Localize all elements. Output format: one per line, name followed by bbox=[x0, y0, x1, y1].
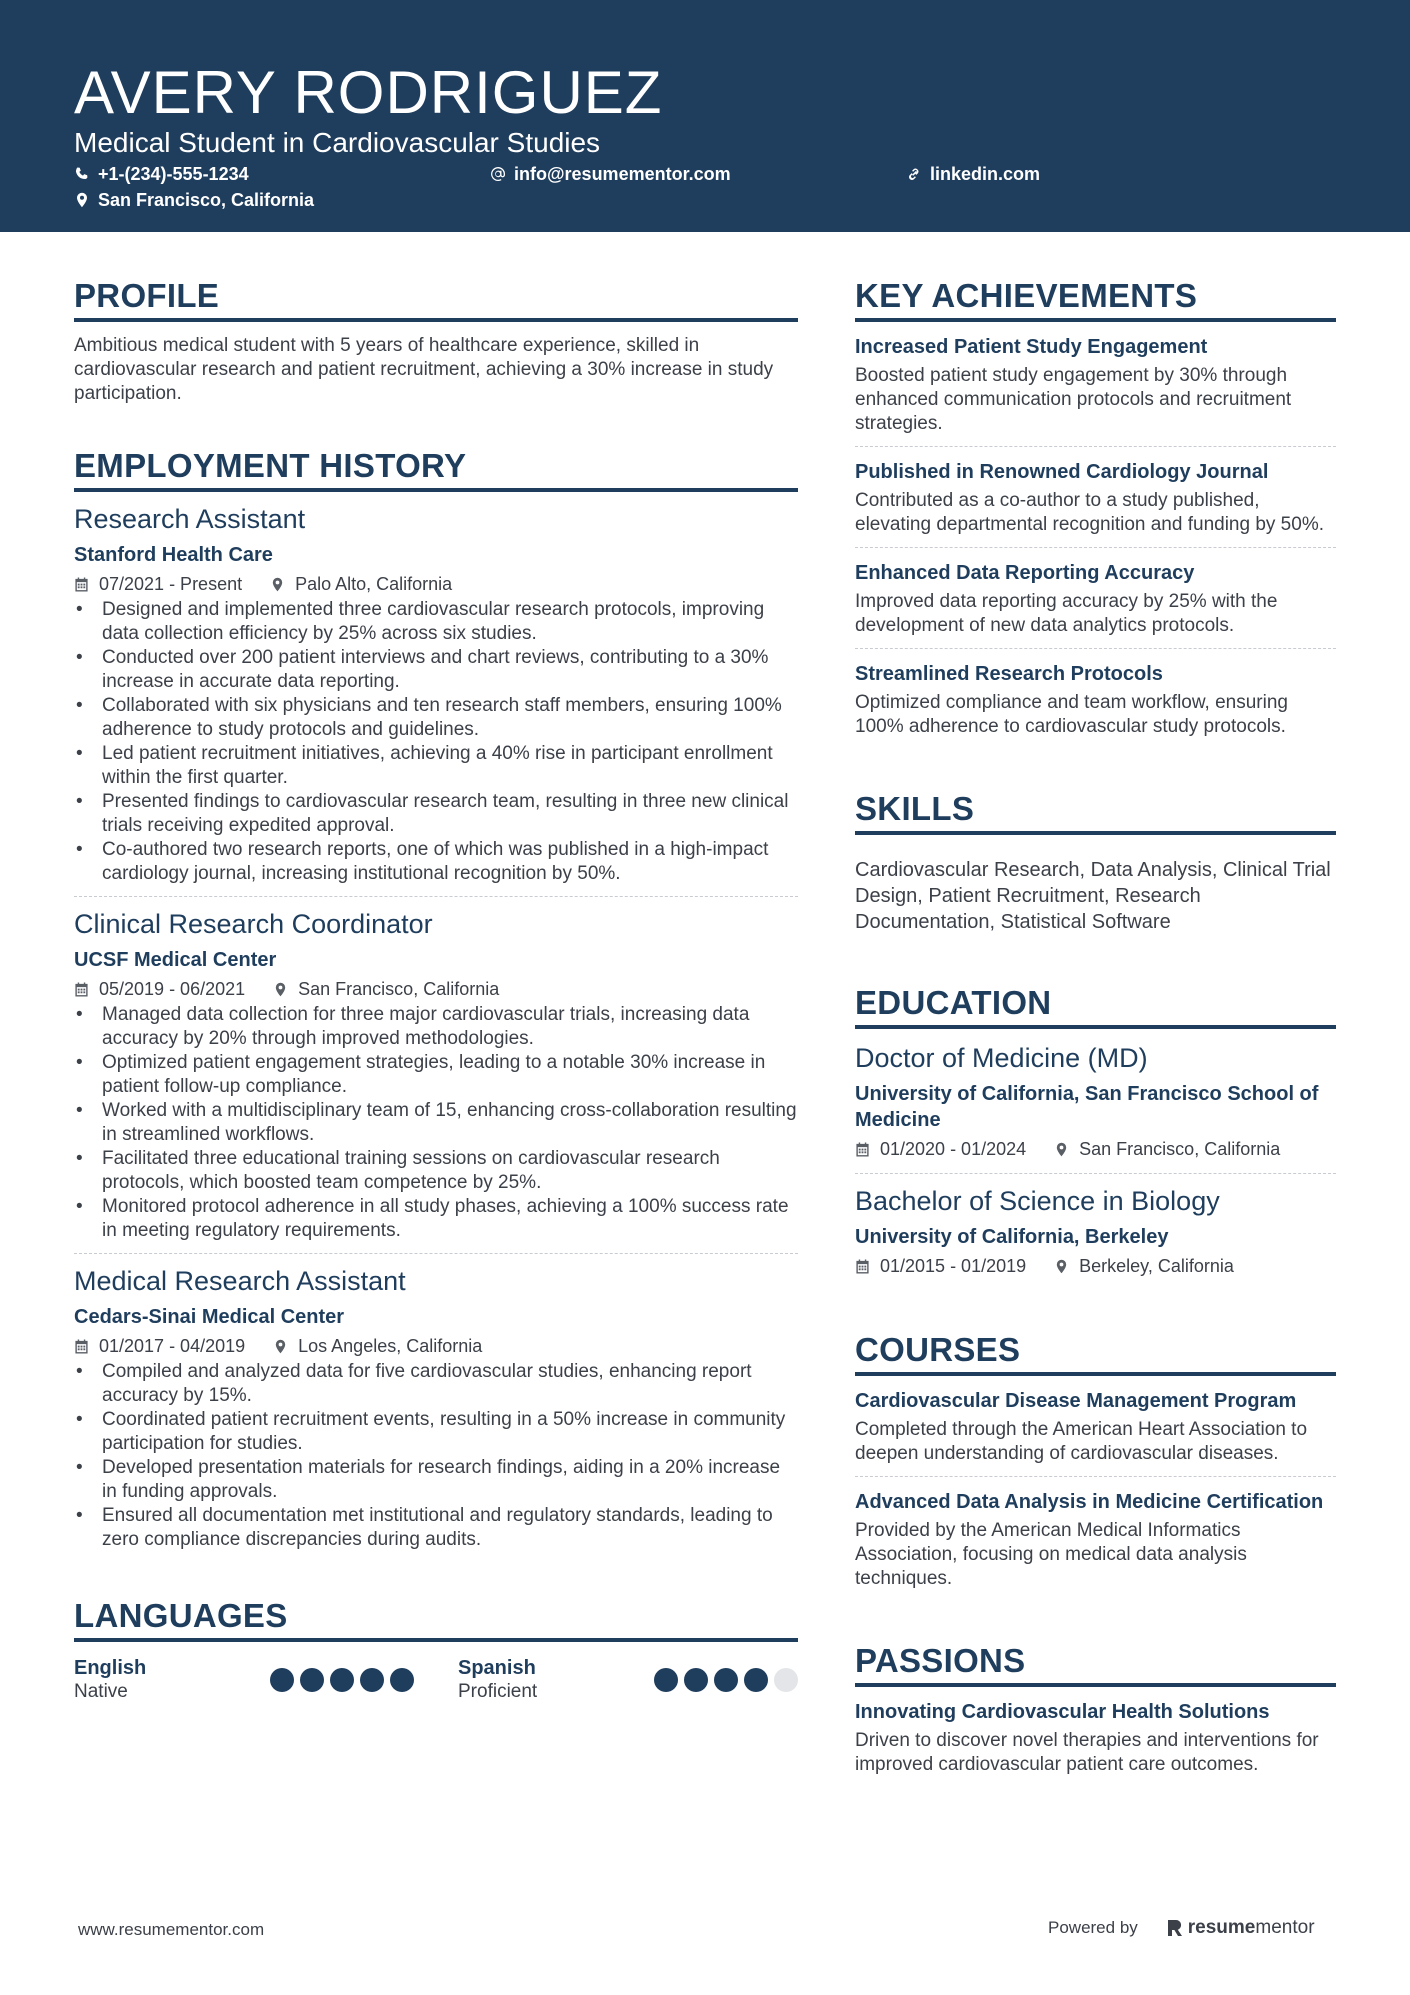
job-location-text: San Francisco, California bbox=[298, 979, 500, 999]
location-pin-icon bbox=[1054, 1142, 1069, 1157]
education-location-text: Berkeley, California bbox=[1079, 1256, 1234, 1276]
list-item: • Managed data collection for three major cardiovascular trials, increasing data accuracy by 20% through improved methodologies. bbox=[74, 1003, 798, 1051]
list-item: • Optimized patient engagement strategies, leading to a notable 30% increase in patient follow-up compliance. bbox=[74, 1051, 798, 1099]
course-item bbox=[855, 1388, 1336, 1477]
job-location-text: Los Angeles, California bbox=[298, 1336, 483, 1356]
passions-section bbox=[855, 1641, 1336, 1787]
job-bullets bbox=[74, 1360, 798, 1552]
language-rating bbox=[648, 1656, 798, 1704]
contact-phone[interactable] bbox=[74, 162, 249, 186]
job-meta bbox=[74, 1334, 798, 1358]
job-meta bbox=[74, 977, 798, 1001]
candidate-title: Medical Student in Cardiovascular Studies bbox=[74, 127, 601, 158]
education-item bbox=[855, 1041, 1336, 1174]
education-dates-text: 01/2020 - 01/2024 bbox=[880, 1139, 1027, 1159]
rating-dot-filled bbox=[684, 1668, 708, 1692]
job-location bbox=[273, 1334, 482, 1358]
language-rating bbox=[264, 1656, 414, 1704]
education-location-text: San Francisco, California bbox=[1079, 1139, 1281, 1159]
contact-location bbox=[74, 188, 314, 212]
location-pin-icon bbox=[273, 982, 288, 997]
achievement-title: Published in Renowned Cardiology Journal bbox=[855, 461, 1269, 483]
rating-dot-filled bbox=[654, 1668, 678, 1692]
location-pin-icon bbox=[273, 1339, 288, 1354]
contact-email[interactable] bbox=[490, 162, 731, 186]
contact-linkedin[interactable] bbox=[906, 162, 1040, 186]
education-item bbox=[855, 1184, 1336, 1290]
rating-dot-empty bbox=[774, 1668, 798, 1692]
header bbox=[0, 0, 1410, 232]
candidate-name: AVERY RODRIGUEZ bbox=[74, 59, 663, 126]
achievement-text: Boosted patient study engagement by 30% through enhanced communication protocols and recruitment strategies. bbox=[855, 365, 1292, 434]
list-item: • Coordinated patient recruitment events, resulting in a 50% increase in community participation for studies. bbox=[74, 1408, 798, 1456]
passion-title: Innovating Cardiovascular Health Solutions bbox=[855, 1701, 1270, 1723]
phone-icon bbox=[74, 166, 90, 182]
list-item: • Presented findings to cardiovascular research team, resulting in three new clinical trials receiving expedited approval. bbox=[74, 790, 798, 838]
education-location bbox=[1054, 1254, 1234, 1278]
linkedin-text: linkedin.com bbox=[930, 164, 1041, 184]
calendar-icon bbox=[74, 982, 89, 997]
skills-text: Cardiovascular Research, Data Analysis, Clinical Trial Design, Patient Recruitment, Research Documentation, Statistical Software bbox=[855, 859, 1331, 933]
section-heading: PASSIONS bbox=[855, 1641, 1336, 1687]
left-column bbox=[74, 276, 798, 1744]
school: University of California, Berkeley bbox=[855, 1226, 1169, 1248]
powered-by-text: Powered by bbox=[1048, 1918, 1138, 1937]
achievement-title: Streamlined Research Protocols bbox=[855, 663, 1163, 685]
list-item: • Conducted over 200 patient interviews and chart reviews, contributing to a 30% increase in accurate data reporting. bbox=[74, 646, 798, 694]
skills-section bbox=[855, 789, 1336, 935]
location-text: San Francisco, California bbox=[98, 190, 315, 210]
list-item: • Ensured all documentation met institutional and regulatory standards, leading to zero compliance discrepancies during audits. bbox=[74, 1504, 798, 1552]
job-dates bbox=[74, 977, 245, 1001]
job-title: Clinical Research Coordinator bbox=[74, 909, 433, 939]
list-item: • Worked with a multidisciplinary team of 15, enhancing cross-collaboration resulting in streamlined workflows. bbox=[74, 1099, 798, 1147]
section-heading: LANGUAGES bbox=[74, 1596, 798, 1642]
achievement-item bbox=[855, 560, 1336, 649]
achievements-section bbox=[855, 276, 1336, 749]
rating-dot-filled bbox=[270, 1668, 294, 1692]
rating-dot-filled bbox=[300, 1668, 324, 1692]
job-entry bbox=[74, 1264, 798, 1562]
education-dates-text: 01/2015 - 01/2019 bbox=[880, 1256, 1027, 1276]
list-item: • Collaborated with six physicians and ten research staff members, ensuring 100% adherence to study protocols and guidelines. bbox=[74, 694, 798, 742]
job-dates bbox=[74, 572, 242, 596]
list-item: • Designed and implemented three cardiovascular research protocols, improving data collection efficiency by 25% across six studies. bbox=[74, 598, 798, 646]
passion-text: Driven to discover novel therapies and interventions for improved cardiovascular patient care outcomes. bbox=[855, 1730, 1319, 1775]
email-text: info@resumementor.com bbox=[514, 164, 731, 184]
section-heading: COURSES bbox=[855, 1330, 1336, 1376]
calendar-icon bbox=[74, 577, 89, 592]
course-title: Advanced Data Analysis in Medicine Certification bbox=[855, 1491, 1324, 1513]
calendar-icon bbox=[855, 1142, 870, 1157]
courses-section bbox=[855, 1330, 1336, 1601]
course-text: Completed through the American Heart Association to deepen understanding of cardiovascular diseases. bbox=[855, 1419, 1308, 1464]
achievement-item bbox=[855, 459, 1336, 548]
rating-dot-filled bbox=[714, 1668, 738, 1692]
course-title: Cardiovascular Disease Management Program bbox=[855, 1390, 1297, 1412]
calendar-icon bbox=[855, 1259, 870, 1274]
job-bullets bbox=[74, 598, 798, 886]
location-pin-icon bbox=[74, 192, 90, 208]
job-company: Stanford Health Care bbox=[74, 544, 273, 566]
section-heading: SKILLS bbox=[855, 789, 1336, 835]
course-text: Provided by the American Medical Informatics Association, focusing on medical data analysis techniques. bbox=[855, 1520, 1247, 1589]
education-dates bbox=[855, 1254, 1026, 1278]
list-item: • Developed presentation materials for research findings, aiding in a 20% increase in funding approvals. bbox=[74, 1456, 798, 1504]
footer-website[interactable]: www.resumementor.com bbox=[78, 1920, 265, 1939]
course-item bbox=[855, 1489, 1336, 1601]
education-section bbox=[855, 983, 1336, 1290]
rating-dot-filled bbox=[390, 1668, 414, 1692]
section-heading: EDUCATION bbox=[855, 983, 1336, 1029]
education-meta bbox=[855, 1254, 1336, 1278]
phone-text: +1-(234)-555-1234 bbox=[98, 164, 249, 184]
job-dates-text: 05/2019 - 06/2021 bbox=[99, 979, 246, 999]
job-location-text: Palo Alto, California bbox=[295, 574, 453, 594]
profile-section bbox=[74, 276, 798, 406]
job-location bbox=[270, 572, 452, 596]
section-heading: EMPLOYMENT HISTORY bbox=[74, 446, 798, 492]
job-entry bbox=[74, 502, 798, 897]
location-pin-icon bbox=[270, 577, 285, 592]
education-dates bbox=[855, 1137, 1026, 1161]
profile-text: Ambitious medical student with 5 years of healthcare experience, skilled in cardiovascular research and patient recruitment, achieving a 30% increase in study participation. bbox=[74, 335, 774, 404]
job-title: Medical Research Assistant bbox=[74, 1266, 406, 1296]
language-level: Native bbox=[74, 1681, 128, 1702]
list-item: • Co-authored two research reports, one of which was published in a high-impact cardiology journal, increasing institutional recognition by 50%. bbox=[74, 838, 798, 886]
link-icon bbox=[906, 166, 922, 182]
school: University of California, San Francisco School of Medicine bbox=[855, 1083, 1319, 1131]
job-dates-text: 07/2021 - Present bbox=[99, 574, 243, 594]
languages-row bbox=[74, 1656, 798, 1704]
passion-item bbox=[855, 1699, 1336, 1787]
list-item: • Compiled and analyzed data for five cardiovascular studies, enhancing report accuracy by 15%. bbox=[74, 1360, 798, 1408]
at-icon bbox=[490, 166, 506, 182]
language-item bbox=[74, 1656, 414, 1704]
language-info bbox=[74, 1656, 146, 1704]
location-pin-icon bbox=[1054, 1259, 1069, 1274]
job-company: Cedars-Sinai Medical Center bbox=[74, 1306, 345, 1328]
job-bullets bbox=[74, 1003, 798, 1243]
brand-logo-icon bbox=[1166, 1918, 1184, 1938]
language-item bbox=[458, 1656, 798, 1704]
language-level: Proficient bbox=[458, 1681, 538, 1702]
job-dates bbox=[74, 1334, 245, 1358]
calendar-icon bbox=[74, 1339, 89, 1354]
job-meta bbox=[74, 572, 798, 596]
job-location bbox=[273, 977, 499, 1001]
degree: Doctor of Medicine (MD) bbox=[855, 1043, 1148, 1073]
employment-section bbox=[74, 446, 798, 1562]
achievement-text: Improved data reporting accuracy by 25% with the development of new data analytics protocols. bbox=[855, 591, 1278, 636]
rating-dot-filled bbox=[360, 1668, 384, 1692]
right-column bbox=[855, 276, 1336, 1827]
language-name: Spanish bbox=[458, 1657, 536, 1679]
brand-name-bold: resume bbox=[1187, 1917, 1256, 1938]
rating-dot-filled bbox=[330, 1668, 354, 1692]
list-item: • Facilitated three educational training sessions on cardiovascular research protocols, which boosted team competence by 25%. bbox=[74, 1147, 798, 1195]
brand-name-light: mentor bbox=[1255, 1917, 1315, 1938]
education-meta bbox=[855, 1137, 1336, 1161]
section-heading: KEY ACHIEVEMENTS bbox=[855, 276, 1336, 322]
job-entry bbox=[74, 907, 798, 1254]
brand-logo[interactable] bbox=[1166, 1917, 1315, 1939]
language-info bbox=[458, 1656, 537, 1704]
degree: Bachelor of Science in Biology bbox=[855, 1186, 1220, 1216]
section-heading: PROFILE bbox=[74, 276, 798, 322]
achievement-item bbox=[855, 661, 1336, 749]
languages-section bbox=[74, 1596, 798, 1704]
education-location bbox=[1054, 1137, 1280, 1161]
job-title: Research Assistant bbox=[74, 504, 306, 534]
achievement-title: Enhanced Data Reporting Accuracy bbox=[855, 562, 1195, 584]
achievement-item bbox=[855, 334, 1336, 447]
achievement-text: Contributed as a co-author to a study published, elevating departmental recognition and funding by 50%. bbox=[855, 490, 1324, 535]
rating-dot-filled bbox=[744, 1668, 768, 1692]
achievement-text: Optimized compliance and team workflow, ensuring 100% adherence to cardiovascular study protocols. bbox=[855, 692, 1288, 737]
list-item: • Monitored protocol adherence in all study phases, achieving a 100% success rate in meeting regulatory requirements. bbox=[74, 1195, 798, 1243]
list-item: • Led patient recruitment initiatives, achieving a 40% rise in participant enrollment within the first quarter. bbox=[74, 742, 798, 790]
footer-branding bbox=[1048, 1917, 1315, 1939]
achievement-title: Increased Patient Study Engagement bbox=[855, 336, 1208, 358]
job-dates-text: 01/2017 - 04/2019 bbox=[99, 1336, 246, 1356]
job-company: UCSF Medical Center bbox=[74, 949, 277, 971]
language-name: English bbox=[74, 1657, 147, 1679]
